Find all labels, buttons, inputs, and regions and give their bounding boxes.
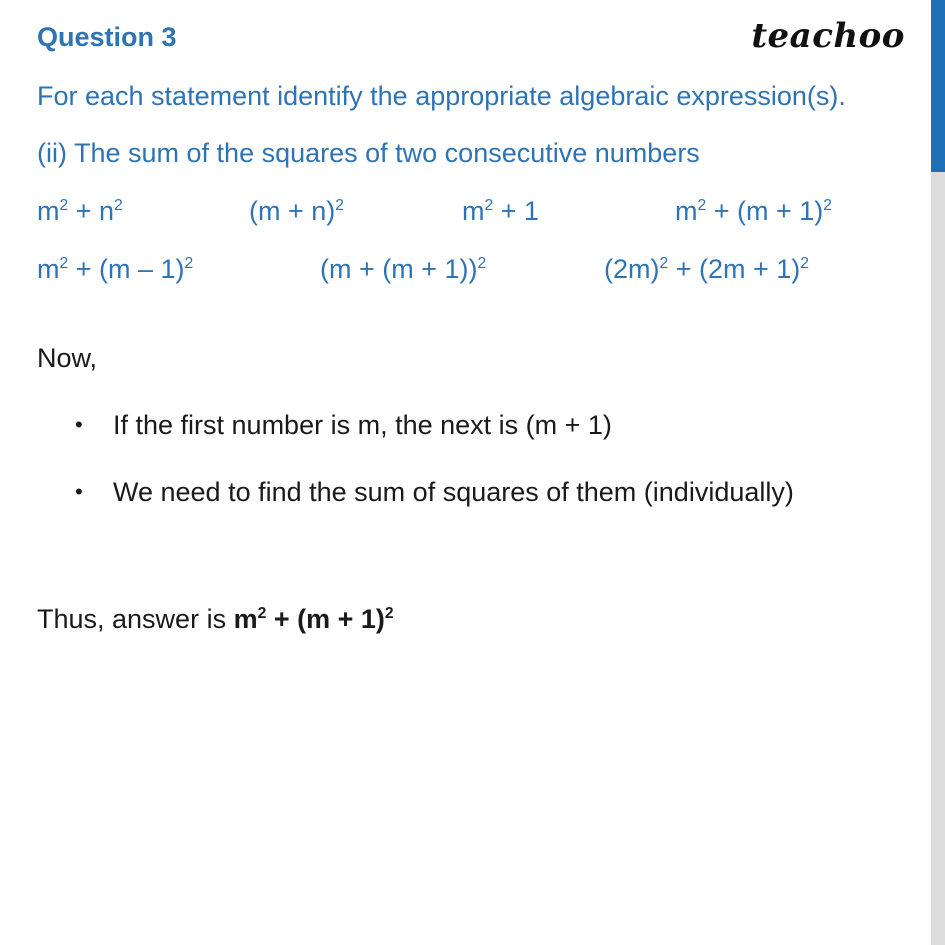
option-m2-plus-m-minus-1-squared: $m^2 + (m - 1)^2$	[37, 254, 194, 284]
bullet-icon: •	[75, 479, 83, 504]
question-title: Question 3	[37, 22, 177, 52]
instruction-text: For each statement identify the appropriate algebraic expression(s).	[37, 81, 846, 111]
option-m2-plus-n2: $m^2 + n^2$	[37, 196, 123, 226]
option-2m-squared-plus-2m-plus-1-squared: $(2m)^2 + (2m + 1)^2$	[604, 254, 809, 284]
option-m-plus-n-squared: $(m + n)^2$	[249, 196, 344, 226]
bullet-icon: •	[75, 412, 83, 437]
bullet-text: We need to find the sum of squares of them (individually)	[113, 477, 794, 507]
solution-bullets	[73, 408, 794, 509]
answer-line	[37, 604, 394, 635]
bullet-text: If the first number is m, the next is (m + 1)	[113, 410, 612, 440]
answer-expression: $m^2 + (m + 1)^2$	[233, 604, 394, 634]
answer-prefix: Thus, answer is	[37, 604, 234, 634]
solution-intro: Now,	[37, 343, 98, 373]
list-item	[73, 408, 794, 442]
statement-text: (ii) The sum of the squares of two consecutive numbers	[37, 138, 700, 168]
list-item	[73, 475, 794, 509]
option-m2-plus-m-plus-1-squared: $m^2 + (m + 1)^2$	[675, 196, 832, 226]
teachoo-logo: teachoo	[751, 16, 905, 56]
option-m-plus-m-plus-1-whole-squared: $(m + (m + 1))^2$	[320, 254, 487, 284]
side-accent-bar	[931, 0, 945, 172]
option-m2-plus-1: $m^2 + 1$	[462, 196, 540, 226]
